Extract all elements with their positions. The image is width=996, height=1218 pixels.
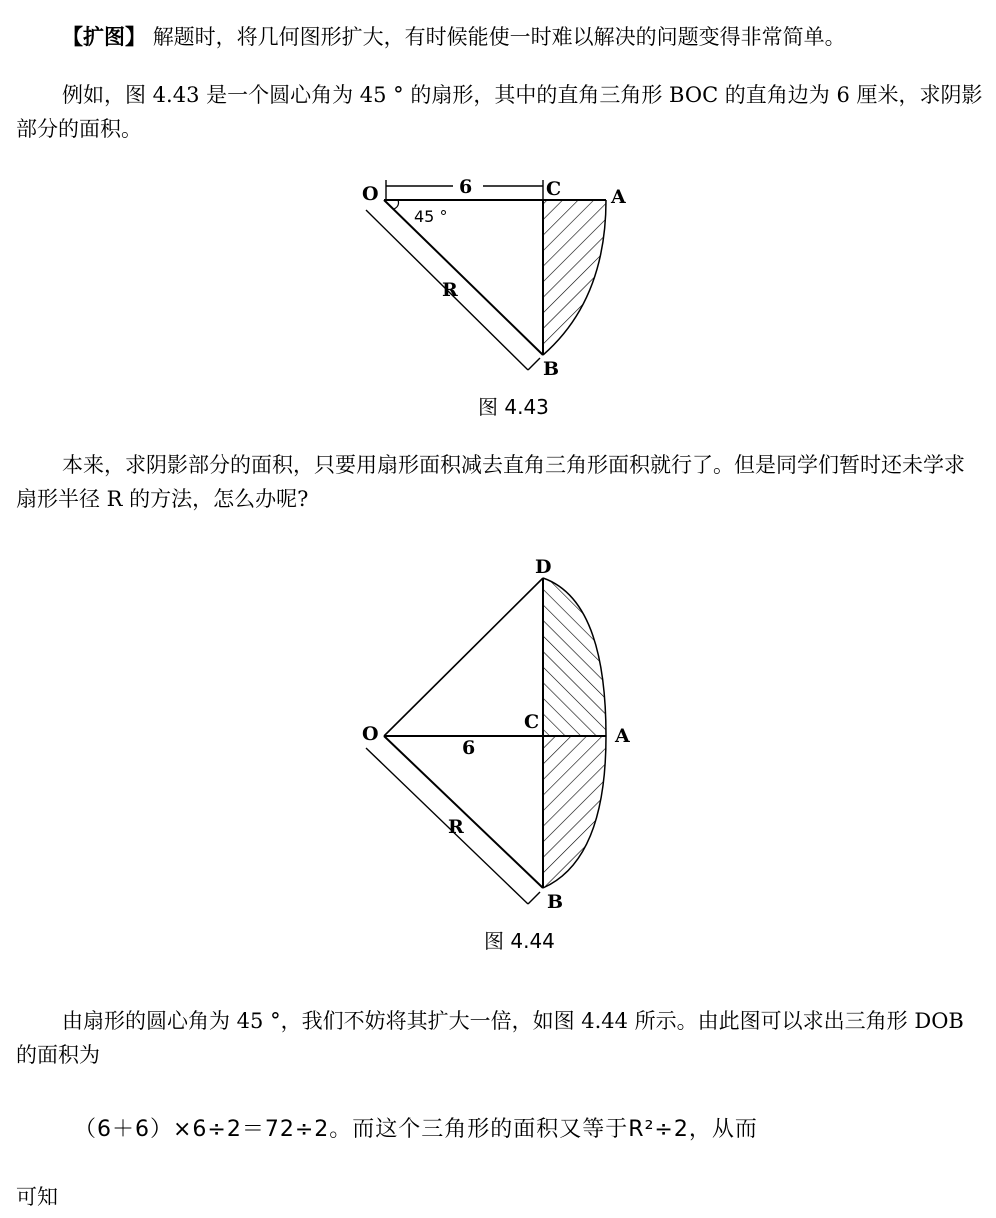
label-o: O: [362, 183, 379, 205]
label-c: C: [546, 178, 562, 200]
intro-text: 解题时，将几何图形扩大，有时候能使一时难以解决的问题变得非常简单。: [152, 25, 846, 49]
figure-4-43-caption: 图 4.43: [478, 395, 549, 419]
label-a: A: [615, 725, 630, 747]
figure-4-44: [350, 550, 650, 920]
figure-4-44-caption: 图 4.44: [484, 929, 555, 953]
label-b: B: [547, 891, 564, 913]
paragraph-3: 由扇形的圆心角为 45 °，我们不妨将其扩大一倍，如图 4.44 所示。由此图可以求出三角形 DOB 的面积为: [16, 1009, 964, 1067]
closing-text: 可知: [16, 1185, 58, 1209]
label-a: A: [611, 186, 626, 208]
figure-4-43: [350, 168, 650, 383]
label-c: C: [524, 711, 540, 733]
paragraph-2: 本来，求阴影部分的面积，只要用扇形面积减去直角三角形面积就行了。但是同学们暂时还未学求扇形半径 R 的方法，怎么办呢?: [16, 453, 965, 511]
shaded-region: [543, 200, 606, 355]
intro-paragraph: [16, 20, 984, 54]
label-d: D: [535, 556, 552, 578]
intro-tag: 【扩图】: [62, 24, 146, 49]
label-side: 6: [462, 737, 476, 759]
label-side: 6: [459, 176, 473, 198]
example-paragraph: 例如，图 4.43 是一个圆心角为 45 ° 的扇形，其中的直角三角形 BOC 的直角边为 6 厘米，求阴影部分的面积。: [16, 83, 983, 141]
area-formula: （6＋6）×6÷2＝72÷2。而这个三角形的面积又等于R²÷2，从而: [74, 1117, 758, 1142]
label-r: R: [442, 279, 458, 301]
label-r: R: [448, 816, 464, 838]
radius-ob: [384, 200, 543, 355]
label-o: O: [362, 723, 379, 745]
label-b: B: [543, 358, 560, 380]
label-angle: 45 °: [414, 207, 448, 226]
